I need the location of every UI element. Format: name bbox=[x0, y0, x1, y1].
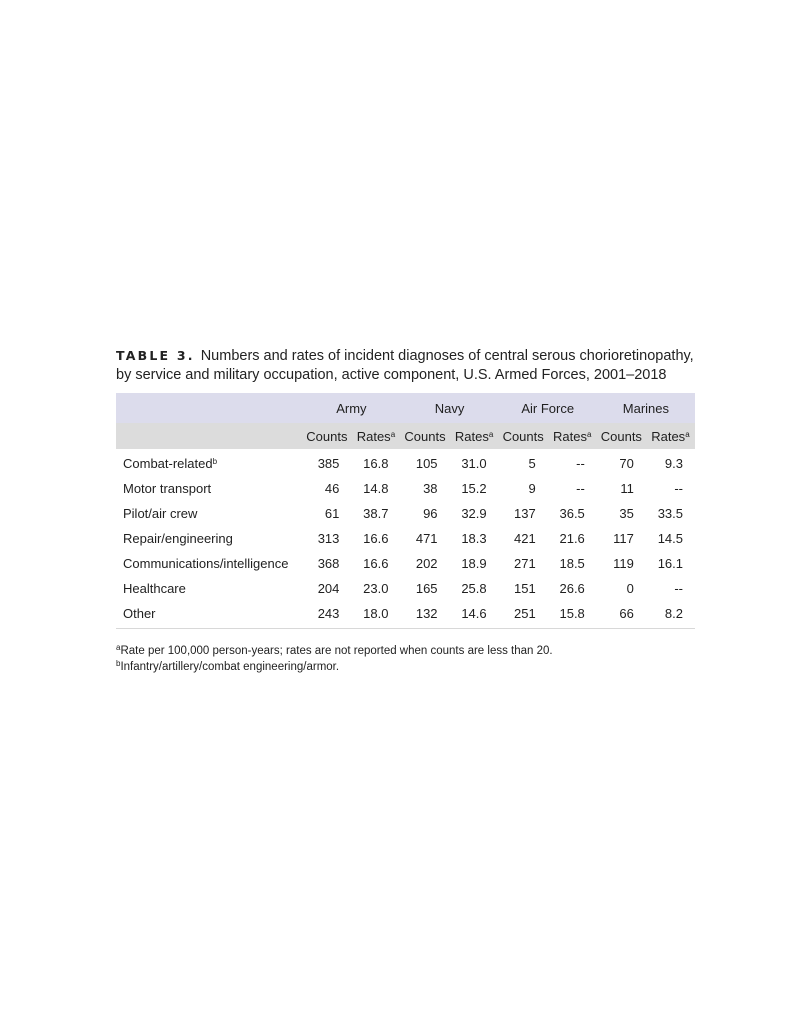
row-label: Communications/intelligence bbox=[123, 556, 289, 571]
table-cell: 66 bbox=[597, 601, 646, 629]
table-cell: 8.2 bbox=[646, 601, 695, 629]
table-cell: 46 bbox=[324, 481, 340, 496]
group-header: Navy bbox=[400, 393, 498, 423]
group-header: Marines bbox=[597, 393, 695, 423]
table-cell: -- bbox=[576, 456, 585, 471]
table-cell: 96 bbox=[423, 506, 438, 521]
table-cell: 61 bbox=[324, 506, 340, 521]
table-cell: 36.5 bbox=[559, 506, 585, 521]
rates-subheader bbox=[450, 423, 499, 449]
table-cell: 25.8 bbox=[461, 581, 487, 596]
row-label: Healthcare bbox=[123, 581, 186, 596]
table-cell: 471 bbox=[415, 531, 438, 546]
table-cell: 18.9 bbox=[461, 556, 487, 571]
table-cell: 33.5 bbox=[657, 506, 683, 521]
row-label-cell bbox=[116, 476, 302, 501]
row-label: Repair/engineering bbox=[123, 531, 233, 546]
table-row bbox=[116, 526, 695, 551]
table-cell: 368 bbox=[317, 556, 340, 571]
table-cell: 105 bbox=[415, 456, 438, 471]
footnote-text: Rate per 100,000 person-years; rates are not reported when counts are less than 20. bbox=[120, 645, 553, 657]
table-cell: 18.3 bbox=[461, 531, 487, 546]
row-label: Other bbox=[123, 606, 156, 621]
table-cell: 117 bbox=[613, 531, 634, 546]
table-cell: 23.0 bbox=[363, 581, 389, 596]
table-cell: 14.5 bbox=[657, 531, 683, 546]
group-header: Army bbox=[302, 393, 400, 423]
table-cell: 202 bbox=[415, 556, 438, 571]
table-cell: 0 bbox=[626, 581, 634, 596]
table-title: Numbers and rates of incident diagnoses of central serous chorioretinopathy, by service and military occupation, active component, U.S. Armed Forces, 2001–2018 bbox=[116, 348, 694, 383]
footnote-mark: a bbox=[587, 429, 592, 439]
table-cell: 132 bbox=[400, 601, 449, 629]
table-cell: 15.2 bbox=[461, 481, 487, 496]
table-cell: 151 bbox=[514, 581, 536, 596]
table-cell: 15.8 bbox=[548, 601, 597, 629]
table-cell: 271 bbox=[514, 556, 536, 571]
table-cell: 11 bbox=[620, 481, 634, 496]
table-body bbox=[116, 449, 695, 629]
footnotes bbox=[116, 643, 696, 675]
table-cell: 16.6 bbox=[363, 531, 389, 546]
subheader-label: Counts bbox=[306, 428, 348, 444]
table-cell: 14.6 bbox=[450, 601, 499, 629]
table-row bbox=[116, 551, 695, 576]
counts-subheader bbox=[597, 423, 646, 449]
table-cell: -- bbox=[674, 481, 683, 496]
group-header-empty bbox=[116, 393, 302, 423]
table-cell: 313 bbox=[317, 531, 340, 546]
footnote-mark: b bbox=[212, 457, 218, 466]
table-cell: 38.7 bbox=[363, 506, 389, 521]
counts-subheader bbox=[400, 423, 449, 449]
counts-subheader bbox=[499, 423, 548, 449]
table-cell: 35 bbox=[619, 506, 634, 521]
table-row bbox=[116, 601, 695, 629]
subheader-label: Counts bbox=[502, 428, 544, 444]
table-cell: 16.1 bbox=[657, 556, 683, 571]
table-cell: 18.0 bbox=[351, 601, 400, 629]
table-cell: 9 bbox=[528, 481, 536, 496]
table-cell: 243 bbox=[302, 601, 351, 629]
counts-subheader bbox=[302, 423, 351, 449]
group-header-row bbox=[116, 393, 695, 423]
footnote-text: Infantry/artillery/combat engineering/armor. bbox=[120, 661, 340, 673]
table-cell: 165 bbox=[415, 581, 438, 596]
table-cell: 204 bbox=[317, 581, 340, 596]
footnote-mark: a bbox=[116, 643, 121, 652]
footnote-mark: a bbox=[488, 429, 494, 439]
row-label: Combat-related bbox=[123, 456, 213, 471]
subheader-label: Counts bbox=[600, 428, 642, 444]
footnote-mark: a bbox=[685, 429, 690, 439]
table-cell: -- bbox=[674, 581, 683, 596]
table-row bbox=[116, 476, 695, 501]
data-table bbox=[116, 393, 695, 629]
table-cell: 21.6 bbox=[559, 531, 585, 546]
table-number: TABLE 3. bbox=[116, 348, 195, 363]
table-block bbox=[116, 346, 696, 675]
subheader-label: Counts bbox=[404, 428, 446, 444]
table-cell: 18.5 bbox=[559, 556, 585, 571]
table-caption bbox=[116, 346, 696, 385]
row-label: Pilot/air crew bbox=[123, 506, 198, 521]
table-cell: 14.8 bbox=[363, 481, 389, 496]
row-label-cell bbox=[116, 449, 302, 476]
row-label-cell bbox=[116, 576, 302, 601]
table-cell: 119 bbox=[613, 556, 634, 571]
table-cell: 31.0 bbox=[461, 456, 487, 471]
table-cell: -- bbox=[576, 481, 585, 496]
table-cell: 26.6 bbox=[559, 581, 585, 596]
subheader-label: Rates bbox=[651, 428, 686, 444]
footnote bbox=[116, 659, 696, 675]
subheader-label: Rates bbox=[553, 428, 587, 444]
rates-subheader bbox=[351, 423, 400, 449]
table-cell: 16.6 bbox=[363, 556, 389, 571]
table-cell: 70 bbox=[619, 456, 634, 471]
table-cell: 385 bbox=[317, 456, 340, 471]
table-cell: 9.3 bbox=[664, 456, 683, 471]
subheader-label: Rates bbox=[356, 428, 391, 444]
table-cell: 5 bbox=[528, 456, 536, 471]
footnote bbox=[116, 643, 696, 659]
table-row bbox=[116, 449, 695, 476]
table-cell: 421 bbox=[514, 531, 536, 546]
table-cell: 32.9 bbox=[461, 506, 487, 521]
rates-subheader bbox=[646, 423, 695, 449]
table-row bbox=[116, 576, 695, 601]
rates-subheader bbox=[548, 423, 597, 449]
table-cell: 38 bbox=[423, 481, 438, 496]
row-label-cell bbox=[116, 501, 302, 526]
footnote-mark: b bbox=[116, 659, 121, 668]
row-label-cell bbox=[116, 601, 302, 629]
row-label-cell bbox=[116, 551, 302, 576]
table-cell: 251 bbox=[499, 601, 548, 629]
table-cell: 137 bbox=[514, 506, 536, 521]
table-cell: 16.8 bbox=[363, 456, 389, 471]
subheader-row bbox=[116, 423, 695, 449]
footnote-mark: a bbox=[390, 429, 396, 439]
group-header: Air Force bbox=[499, 393, 597, 423]
table-row bbox=[116, 501, 695, 526]
subheader-label: Rates bbox=[454, 428, 489, 444]
subheader-empty bbox=[116, 423, 302, 449]
row-label-cell bbox=[116, 526, 302, 551]
row-label: Motor transport bbox=[123, 481, 212, 496]
